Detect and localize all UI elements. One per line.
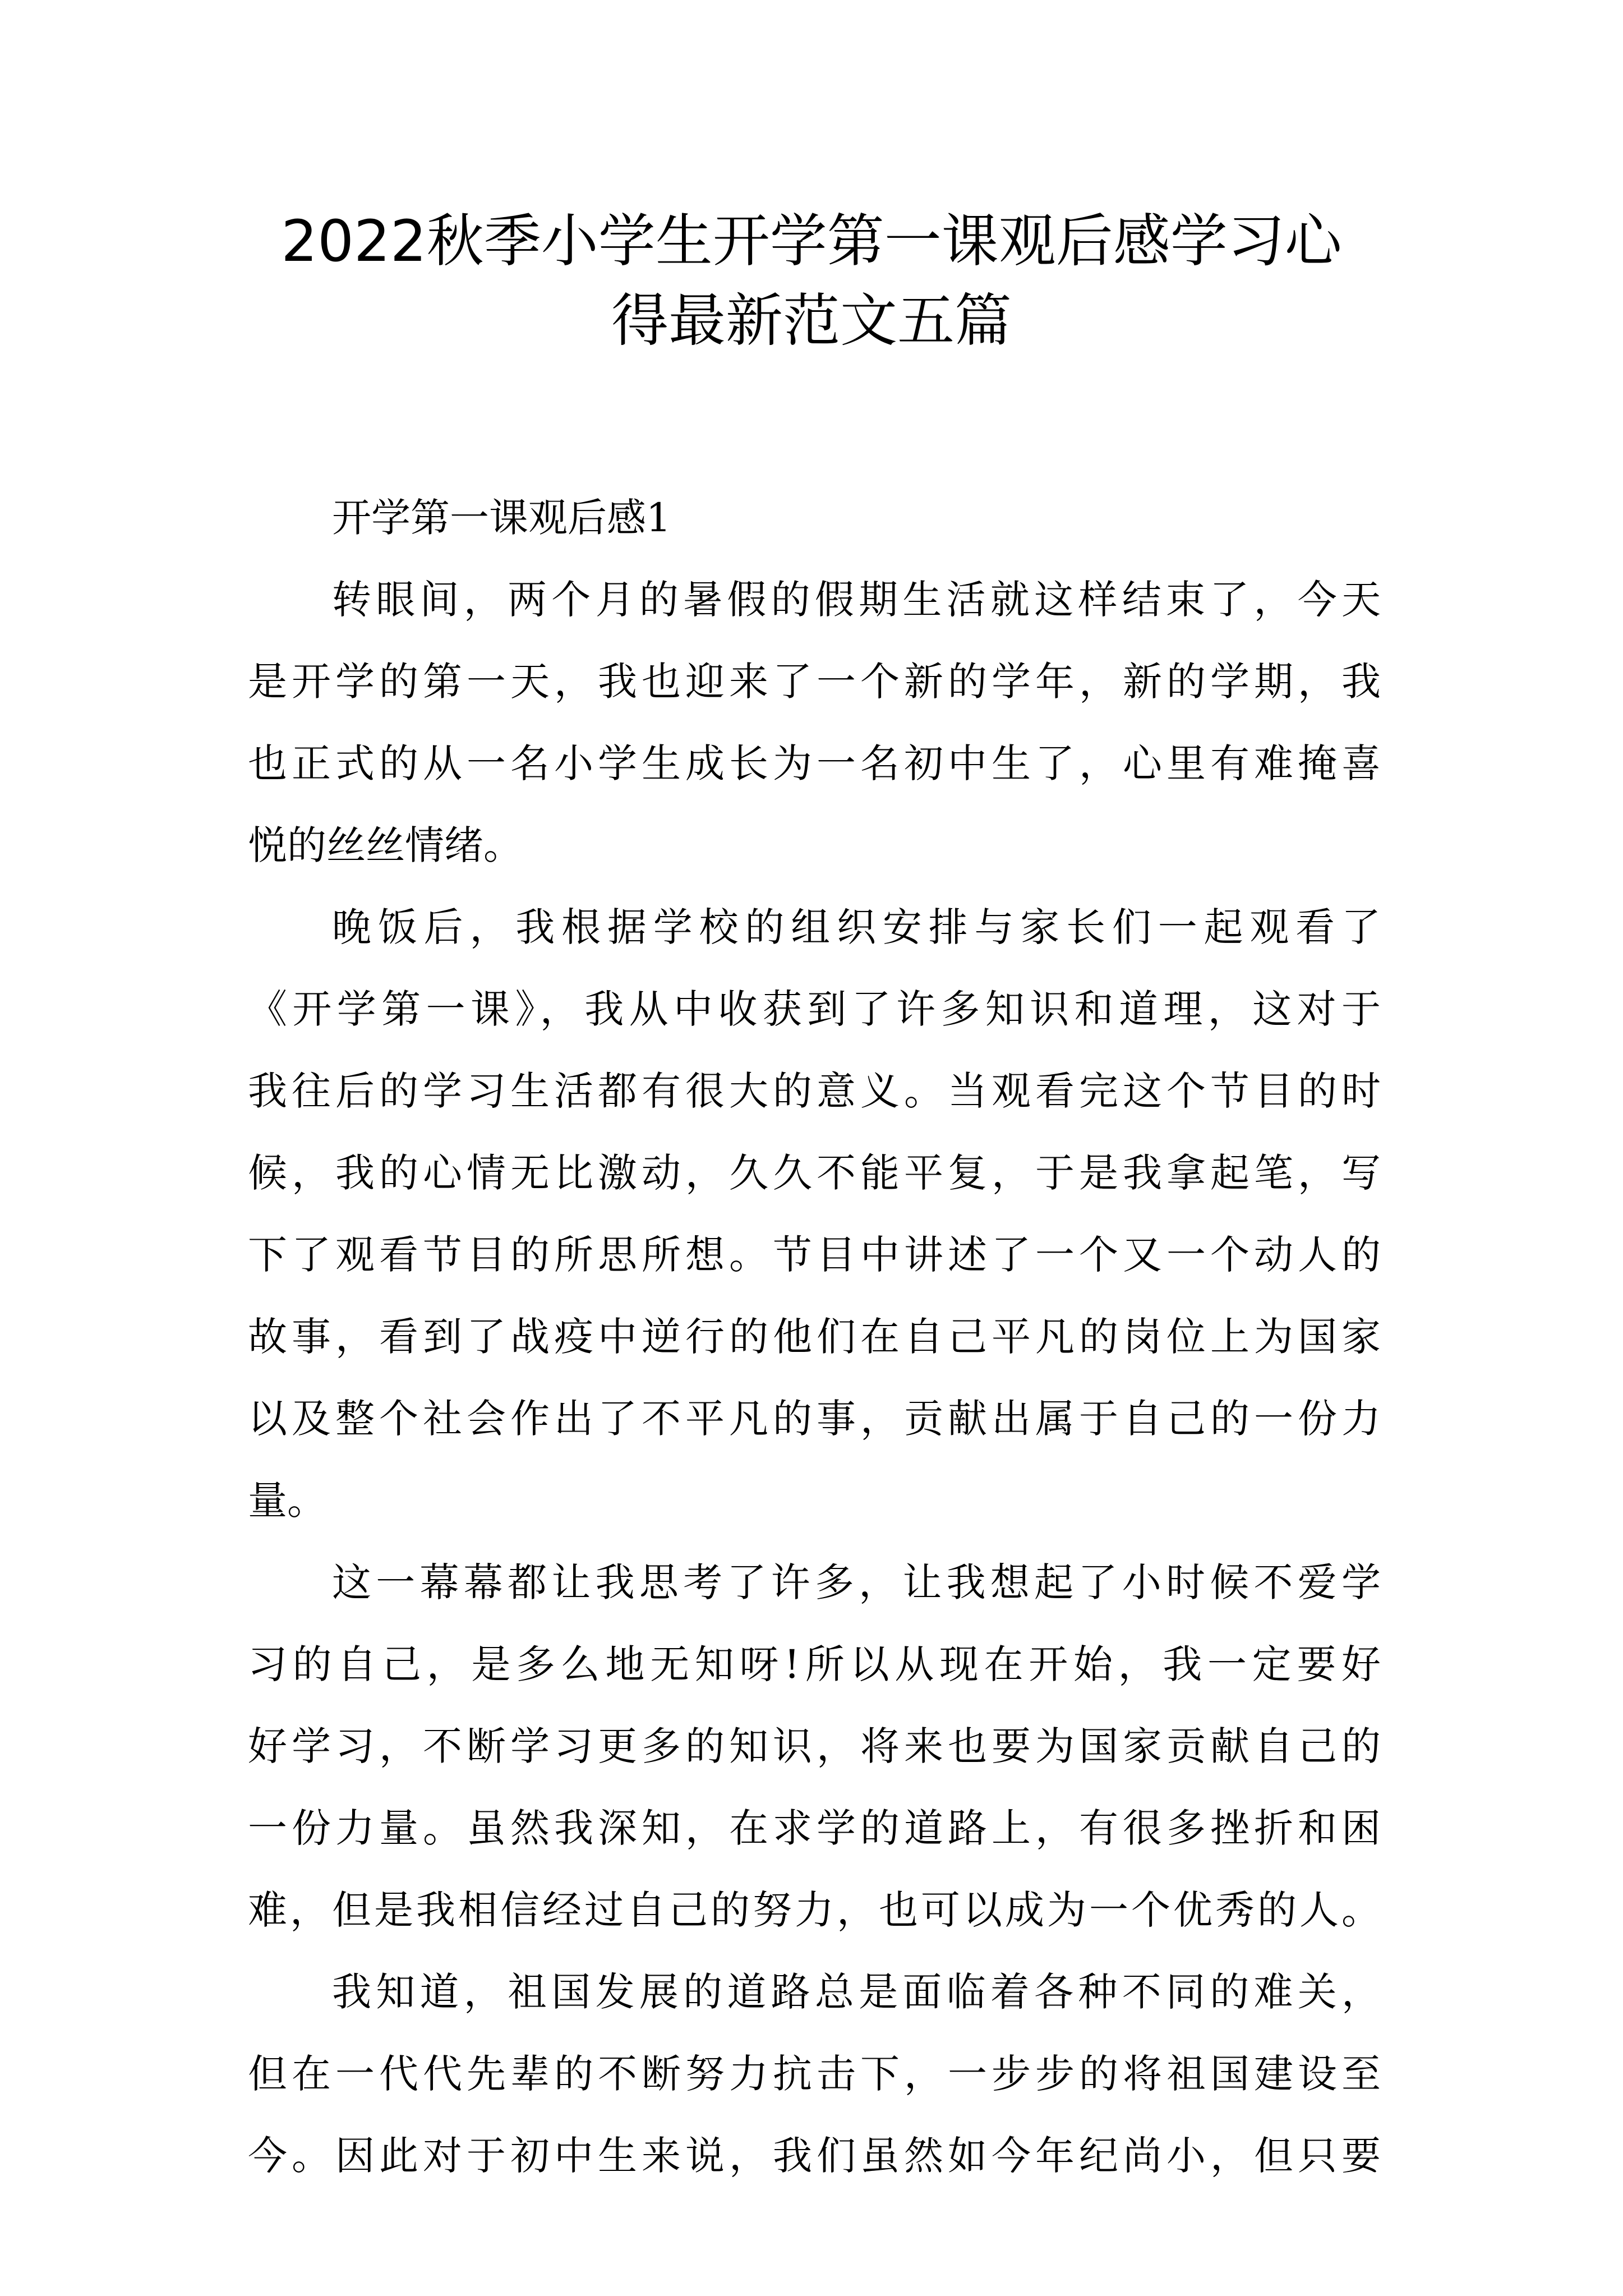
- section-heading: 开学第一课观后感1: [332, 495, 671, 541]
- paragraph-line: 这一幕幕都让我思考了许多，让我想起了小时候不爱学: [332, 1559, 1381, 1605]
- document-body: [248, 477, 1381, 2197]
- paragraph-line: 我知道，祖国发展的道路总是面临着各种不同的难关，: [332, 1969, 1381, 2015]
- paragraph-line: 也正式的从一名小学生成长为一名初中生了，心里有难掩喜: [248, 740, 1381, 786]
- paragraph: [248, 559, 1381, 886]
- paragraph-line: 但在一代代先辈的不断努力抗击下，一步步的将祖国建设至: [248, 2051, 1381, 2097]
- paragraph-line: 习的自己，是多么地无知呀!所以从现在开始，我一定要好: [248, 1641, 1381, 1687]
- paragraph-line: 今。因此对于初中生来说，我们虽然如今年纪尚小，但只要: [248, 2133, 1381, 2179]
- paragraph-line: 下了观看节目的所思所想。节目中讲述了一个又一个动人的: [248, 1232, 1381, 1278]
- paragraph-line: 一份力量。虽然我深知，在求学的道路上，有很多挫折和困: [248, 1805, 1381, 1851]
- paragraph: [248, 886, 1381, 1542]
- paragraph-line: 悦的丝丝情绪。: [248, 822, 523, 868]
- paragraph-line: 候，我的心情无比激动，久久不能平复，于是我拿起笔，写: [248, 1150, 1381, 1196]
- paragraph-line: 是开学的第一天，我也迎来了一个新的学年，新的学期，我: [248, 659, 1381, 705]
- paragraph: [248, 1951, 1381, 2197]
- paragraph-line: 量。: [248, 1478, 326, 1524]
- paragraph-line: 我往后的学习生活都有很大的意义。当观看完这个节目的时: [248, 1068, 1381, 1114]
- paragraph-line: 晚饭后，我根据学校的组织安排与家长们一起观看了: [332, 904, 1381, 950]
- paragraph-line: 好学习，不断学习更多的知识，将来也要为国家贡献自己的: [248, 1723, 1381, 1769]
- paragraph: [248, 1542, 1381, 1951]
- title-line: 2022秋季小学生开学第一课观后感学习心: [281, 208, 1342, 275]
- paragraph-line: 转眼间，两个月的暑假的假期生活就这样结束了，今天: [332, 577, 1381, 623]
- paragraph-line: 难，但是我相信经过自己的努力，也可以成为一个优秀的人。: [248, 1887, 1381, 1933]
- paragraph-line: 以及整个社会作出了不平凡的事，贡献出属于自己的一份力: [248, 1396, 1381, 1442]
- title-line: 得最新范文五篇: [611, 288, 1012, 355]
- paragraph-line: 故事，看到了战疫中逆行的他们在自己平凡的岗位上为国家: [248, 1314, 1381, 1360]
- document-title: [236, 202, 1387, 361]
- paragraph-line: 《开学第一课》，我从中收获到了许多知识和道理，这对于: [248, 986, 1381, 1032]
